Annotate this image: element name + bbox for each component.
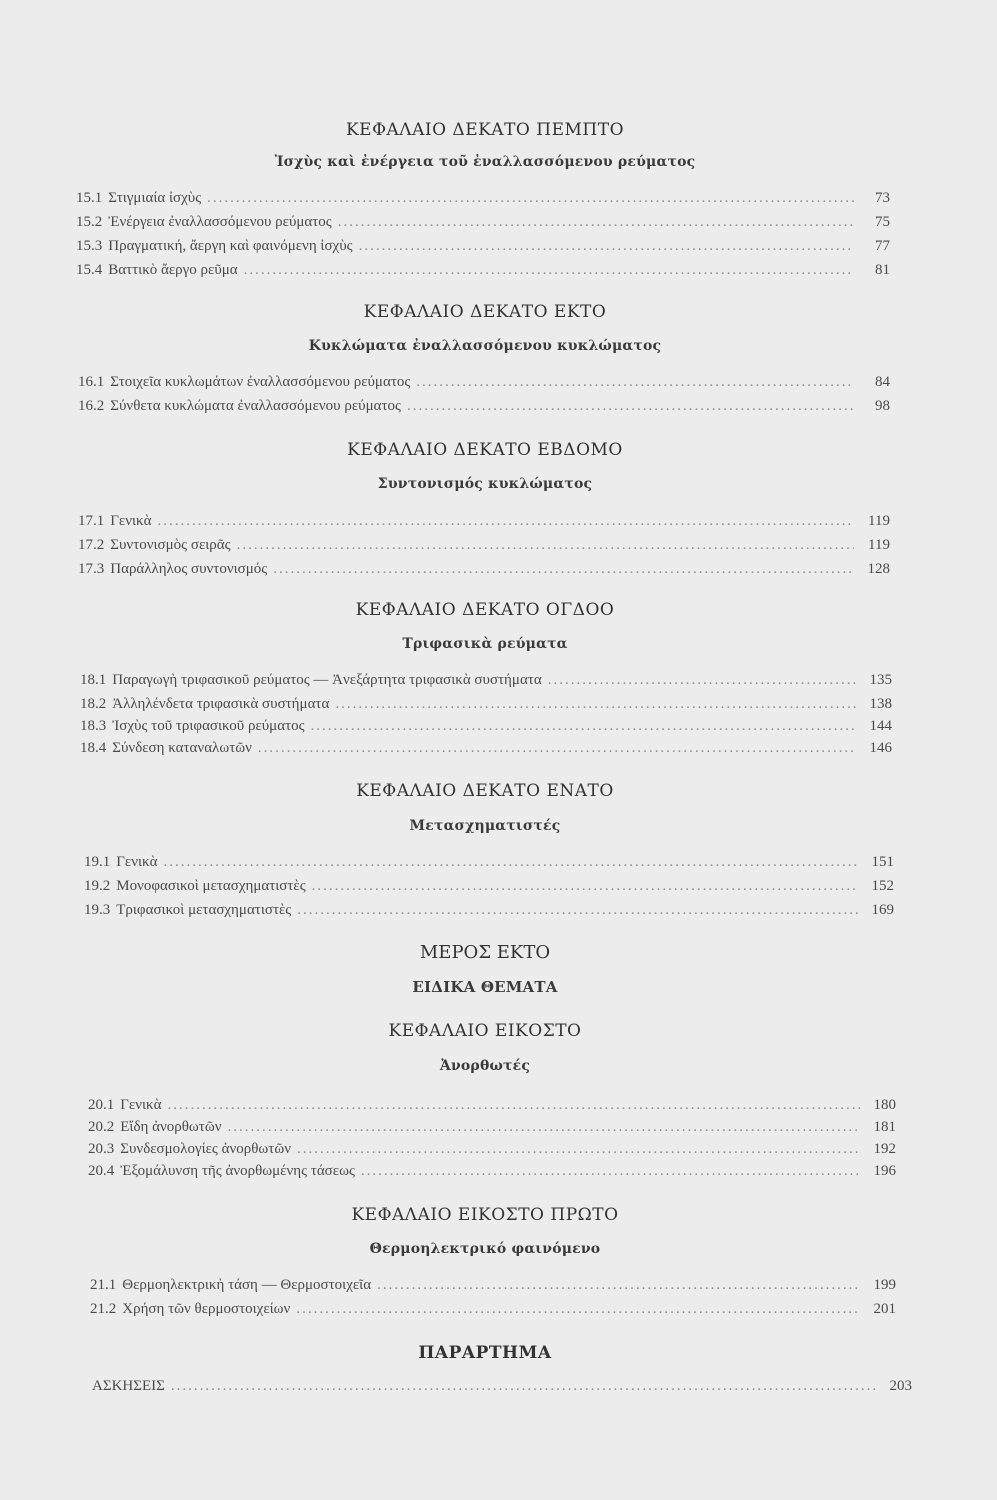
toc-entry[interactable] [78, 513, 890, 535]
entry-page: 152 [871, 878, 894, 894]
leader-dots [167, 1097, 860, 1114]
entry-page: 119 [868, 537, 890, 553]
entry-number: 15.4 [76, 262, 103, 278]
entry-page: 192 [873, 1141, 896, 1157]
toc-entry[interactable] [78, 561, 890, 583]
toc-entry[interactable] [84, 854, 894, 876]
entry-title: Σύνδεση καταναλωτῶν [112, 740, 252, 756]
entry-number: 17.3 [78, 561, 105, 577]
chapter-17-subtitle: Συντονισμός κυκλώματος [377, 476, 593, 492]
toc-entry[interactable] [80, 696, 892, 718]
toc-entry[interactable] [88, 1119, 896, 1141]
toc-entry[interactable] [84, 878, 894, 900]
leader-dots [548, 672, 856, 689]
chapter-21-subtitle: Θερμοηλεκτρικό φαινόμενο [369, 1241, 601, 1257]
toc-entry[interactable] [88, 1163, 896, 1185]
chapter-15-heading: ΚΕΦΑΛΑΙΟ ΔΕΚΑΤΟ ΠΕΜΠΤΟ [345, 120, 625, 140]
part-6-subtitle: ΕΙΔΙΚΑ ΘΕΜΑΤΑ [412, 978, 558, 996]
chapter-18-heading: ΚΕΦΑΛΑΙΟ ΔΕΚΑΤΟ ΟΓΔΟΟ [355, 600, 615, 620]
entry-title: Στοιχεῖα κυκλωμάτων ἐναλλασσόμενου ρεύματος [110, 374, 411, 390]
leader-dots [171, 1378, 876, 1395]
entry-page: 128 [867, 561, 890, 577]
entry-title: Στιγμιαία ἰσχὺς [108, 190, 202, 206]
entry-title: Χρήση τῶν θερμοστοιχείων [122, 1301, 291, 1317]
entry-number: 17.1 [78, 513, 105, 529]
leader-dots [273, 561, 854, 578]
entry-title: Εἴδη ἀνορθωτῶν [120, 1119, 222, 1135]
entry-number: 19.1 [84, 854, 111, 870]
entry-title: Ἐνέργεια ἐναλλασσόμενου ρεύματος [108, 214, 332, 230]
leader-dots [207, 190, 854, 207]
leader-dots [361, 1163, 860, 1180]
entry-title: Παραγωγὴ τριφασικοῦ ρεύματος — Ἀνεξάρτητα τριφασικὰ συστήματα [112, 672, 542, 688]
leader-dots [311, 718, 856, 735]
entry-number: 19.3 [84, 902, 111, 918]
toc-entry[interactable] [90, 1301, 896, 1323]
chapter-20-subtitle: Ἀνορθωτές [439, 1058, 531, 1074]
leader-dots [407, 398, 854, 415]
entry-number: 21.2 [90, 1301, 117, 1317]
entry-title: Παράλληλος συντονισμός [110, 561, 268, 577]
chapter-18-subtitle: Τριφασικὰ ρεύματα [402, 636, 568, 652]
entry-page: 203 [889, 1378, 912, 1394]
leader-dots [258, 740, 856, 757]
entry-page: 135 [869, 672, 892, 688]
entry-number: 20.3 [88, 1141, 115, 1157]
toc-entry[interactable] [78, 398, 890, 420]
entry-page: 75 [875, 214, 890, 230]
leader-dots [296, 1301, 860, 1318]
toc-entry[interactable] [78, 537, 890, 559]
leader-dots [416, 374, 854, 391]
entry-title: Βαττικὸ ἄεργο ρεῦμα [108, 262, 238, 278]
entry-page: 73 [875, 190, 890, 206]
entry-title: Ἐξομάλυνση τῆς ἀνορθωμένης τάσεως [120, 1163, 355, 1179]
chapter-17-heading: ΚΕΦΑΛΑΙΟ ΔΕΚΑΤΟ ΕΒΔΟΜΟ [347, 440, 623, 460]
entry-title: Γενικὰ [110, 513, 152, 529]
entry-page: 180 [873, 1097, 896, 1113]
entry-page: 146 [869, 740, 892, 756]
entry-number: 18.4 [80, 740, 107, 756]
appendix-heading: ΠΑΡΑΡΤΗΜΑ [418, 1343, 552, 1363]
entry-number: 20.2 [88, 1119, 115, 1135]
chapter-16-heading: ΚΕΦΑΛΑΙΟ ΔΕΚΑΤΟ ΕΚΤΟ [363, 302, 607, 322]
entry-page: 138 [869, 696, 892, 712]
entry-title: Γενικὰ [116, 854, 158, 870]
toc-entry[interactable] [78, 374, 890, 396]
entry-title: Σύνθετα κυκλώματα ἐναλλασσόμενου ρεύματος [110, 398, 401, 414]
toc-entry[interactable] [88, 1097, 896, 1119]
leader-dots [163, 854, 858, 871]
leader-dots [335, 696, 856, 713]
entry-number: 20.4 [88, 1163, 115, 1179]
entry-number: 21.1 [90, 1277, 117, 1293]
chapter-19-heading: ΚΕΦΑΛΑΙΟ ΔΕΚΑΤΟ ΕΝΑΤΟ [356, 781, 614, 801]
leader-dots [377, 1277, 860, 1294]
toc-entry[interactable] [88, 1141, 896, 1163]
toc-entry[interactable] [90, 1277, 896, 1299]
leader-dots [227, 1119, 860, 1136]
entry-title: Πραγματική, ἄεργη καὶ φαινόμενη ἰσχὺς [108, 238, 353, 254]
entry-page: 201 [873, 1301, 896, 1317]
entry-page: 98 [875, 398, 890, 414]
entry-title: ΑΣΚΗΣΕΙΣ [92, 1378, 165, 1394]
toc-entry[interactable] [76, 214, 890, 236]
entry-page: 169 [871, 902, 894, 918]
toc-entry[interactable] [76, 190, 890, 212]
part-6-heading: ΜΕΡΟΣ ΕΚΤΟ [419, 942, 551, 963]
entry-number: 18.2 [80, 696, 107, 712]
leader-dots [237, 537, 854, 554]
entry-title: Ἀλληλένδετα τριφασικὰ συστήματα [112, 696, 330, 712]
entry-page: 151 [871, 854, 894, 870]
entry-page: 144 [869, 718, 892, 734]
entry-title: Συνδεσμολογίες ἀνορθωτῶν [120, 1141, 291, 1157]
entry-title: Μονοφασικοὶ μετασχηματιστὲς [116, 878, 306, 894]
leader-dots [312, 878, 858, 895]
entry-page: 199 [873, 1277, 896, 1293]
entry-page: 81 [875, 262, 890, 278]
entry-title: Τριφασικοὶ μετασχηματιστὲς [116, 902, 292, 918]
entry-number: 18.3 [80, 718, 107, 734]
toc-entry[interactable] [76, 262, 890, 284]
entry-number: 18.1 [80, 672, 107, 688]
chapter-19-subtitle: Μετασχηματιστές [409, 818, 561, 834]
entry-number: 17.2 [78, 537, 105, 553]
toc-entry[interactable] [80, 672, 892, 694]
entry-number: 16.2 [78, 398, 105, 414]
entry-title: Ἰσχὺς τοῦ τριφασικοῦ ρεύματος [112, 718, 305, 734]
toc-entry[interactable] [84, 902, 894, 924]
leader-dots [359, 238, 854, 255]
leader-dots [338, 214, 854, 231]
entry-number: 16.1 [78, 374, 105, 390]
toc-entry[interactable] [92, 1378, 912, 1400]
toc-entry[interactable] [80, 740, 892, 762]
toc-entry[interactable] [76, 238, 890, 260]
entry-number: 15.3 [76, 238, 103, 254]
entry-page: 181 [873, 1119, 896, 1135]
entry-number: 20.1 [88, 1097, 115, 1113]
leader-dots [297, 902, 858, 919]
entry-title: Γενικὰ [120, 1097, 162, 1113]
chapter-20-heading: ΚΕΦΑΛΑΙΟ ΕΙΚΟΣΤΟ [388, 1021, 582, 1041]
chapter-16-subtitle: Κυκλώματα ἐναλλασσόμενου κυκλώματος [308, 338, 662, 354]
toc-entry[interactable] [80, 718, 892, 740]
entry-number: 19.2 [84, 878, 111, 894]
entry-number: 15.2 [76, 214, 103, 230]
leader-dots [157, 513, 854, 530]
entry-title: Θερμοηλεκτρικὴ τάση — Θερμοστοιχεῖα [122, 1277, 372, 1293]
entry-title: Συντονισμὸς σειρᾶς [110, 537, 231, 553]
chapter-15-subtitle: Ἰσχὺς καὶ ἐνέργεια τοῦ ἐναλλασσόμενου ρεύματος [274, 154, 696, 170]
chapter-21-heading: ΚΕΦΑΛΑΙΟ ΕΙΚΟΣΤΟ ΠΡΩΤΟ [351, 1205, 619, 1225]
leader-dots [244, 262, 854, 279]
entry-number: 15.1 [76, 190, 103, 206]
entry-page: 84 [875, 374, 890, 390]
entry-page: 119 [868, 513, 890, 529]
entry-page: 77 [875, 238, 890, 254]
entry-page: 196 [873, 1163, 896, 1179]
leader-dots [297, 1141, 860, 1158]
